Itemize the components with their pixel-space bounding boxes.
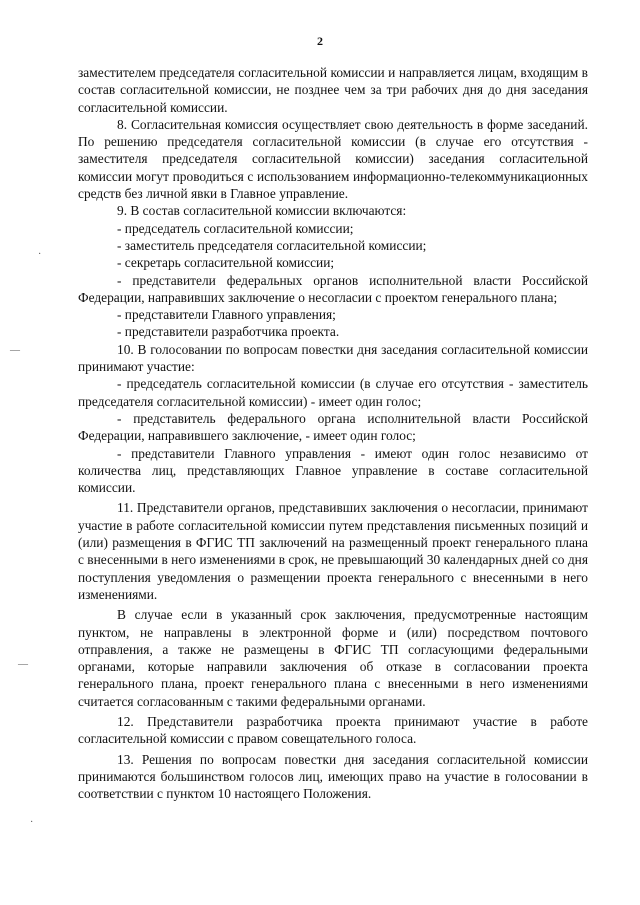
paragraph-8: 8. Согласительная комиссия осуществляет свою деятельность в форме заседаний. По решению председателя согласительной комиссии (в случае его отсутствия - заместителя председателя согласительной комиссии) заседания согласительной комиссии могут проводиться с использованием информационно-телекоммуникационных средств без личной явки в Главное управление. [78, 116, 588, 202]
paragraph-continuation: заместителем председателя согласительной комиссии и направляется лицам, входящим в состав согласительной комиссии, не позднее чем за три рабочих дня до дня заседания согласительной комиссии. [78, 65, 588, 115]
list-item: - секретарь согласительной комиссии; [117, 255, 335, 271]
list-item: - представитель федерального органа исполнительной власти Российской Федерации, направившего заключение, - имеет один голос; [78, 410, 588, 444]
list-item: - заместитель председателя согласительной комиссии; [117, 237, 427, 253]
list-item: - представители Главного управления; [117, 307, 336, 323]
list-item: - представители разработчика проекта. [117, 324, 340, 340]
paragraph-13: 13. Решения по вопросам повестки дня заседания согласительной комиссии принимаются большинством голосов лиц, имеющих право на участие в голосовании в соответствии с пунктом 10 настоящего Положения. [78, 751, 588, 802]
margin-mark: — [18, 659, 28, 670]
margin-mark: · [30, 817, 34, 828]
list-item: - представители федеральных органов исполнительной власти Российской Федерации, направивших заключение о несогласии с проектом генерального плана; [78, 272, 588, 305]
paragraph-10: 10. В голосовании по вопросам повестки дня заседания согласительной комиссии принимают участие: [78, 341, 588, 375]
paragraph-12: 12. Представители разработчика проекта принимают участие в работе согласительной комиссии с правом совещательного голоса. [78, 713, 588, 747]
paragraph-9: 9. В состав согласительной комиссии включаются: [117, 203, 407, 219]
list-item: - представители Главного управления - имеют один голос независимо от количества лиц, представляющих Главное управление в составе согласительной комиссии. [78, 445, 588, 496]
document-body [78, 64, 588, 802]
paragraph-11: 11. Представители органов, представивших заключения о несогласии, принимают участие в работе согласительной комиссии путем представления письменных позиций и (или) размещения в ФГИС ТП заключений на размещенный проект генерального плана с внесенными в него изменениями в срок, не превышающий 30 календарных дней со дня поступления уведомления о размещении проекта генерального с внесенными в него изменениями. [78, 500, 588, 602]
margin-mark: — [10, 345, 20, 356]
list-item: - председатель согласительной комиссии; [117, 220, 354, 236]
page-number: 2 [317, 34, 323, 48]
margin-mark: · [38, 249, 42, 260]
list-item: - председатель согласительной комиссии (в случае его отсутствия - заместитель председателя согласительной комиссии) - имеет один голос; [78, 376, 588, 409]
paragraph-11-continuation: В случае если в указанный срок заключения, предусмотренные настоящим пунктом, не направлены в электронной форме и (или) посредством почтового отправления, а также не размещены в ФГИС ТП согласующими федеральными органами, которые направили заключения об отказе в согласовании проекта генерального плана, проект генерального плана с внесенными в него изменениями считается согласованным с такими федеральными органами. [78, 607, 588, 709]
